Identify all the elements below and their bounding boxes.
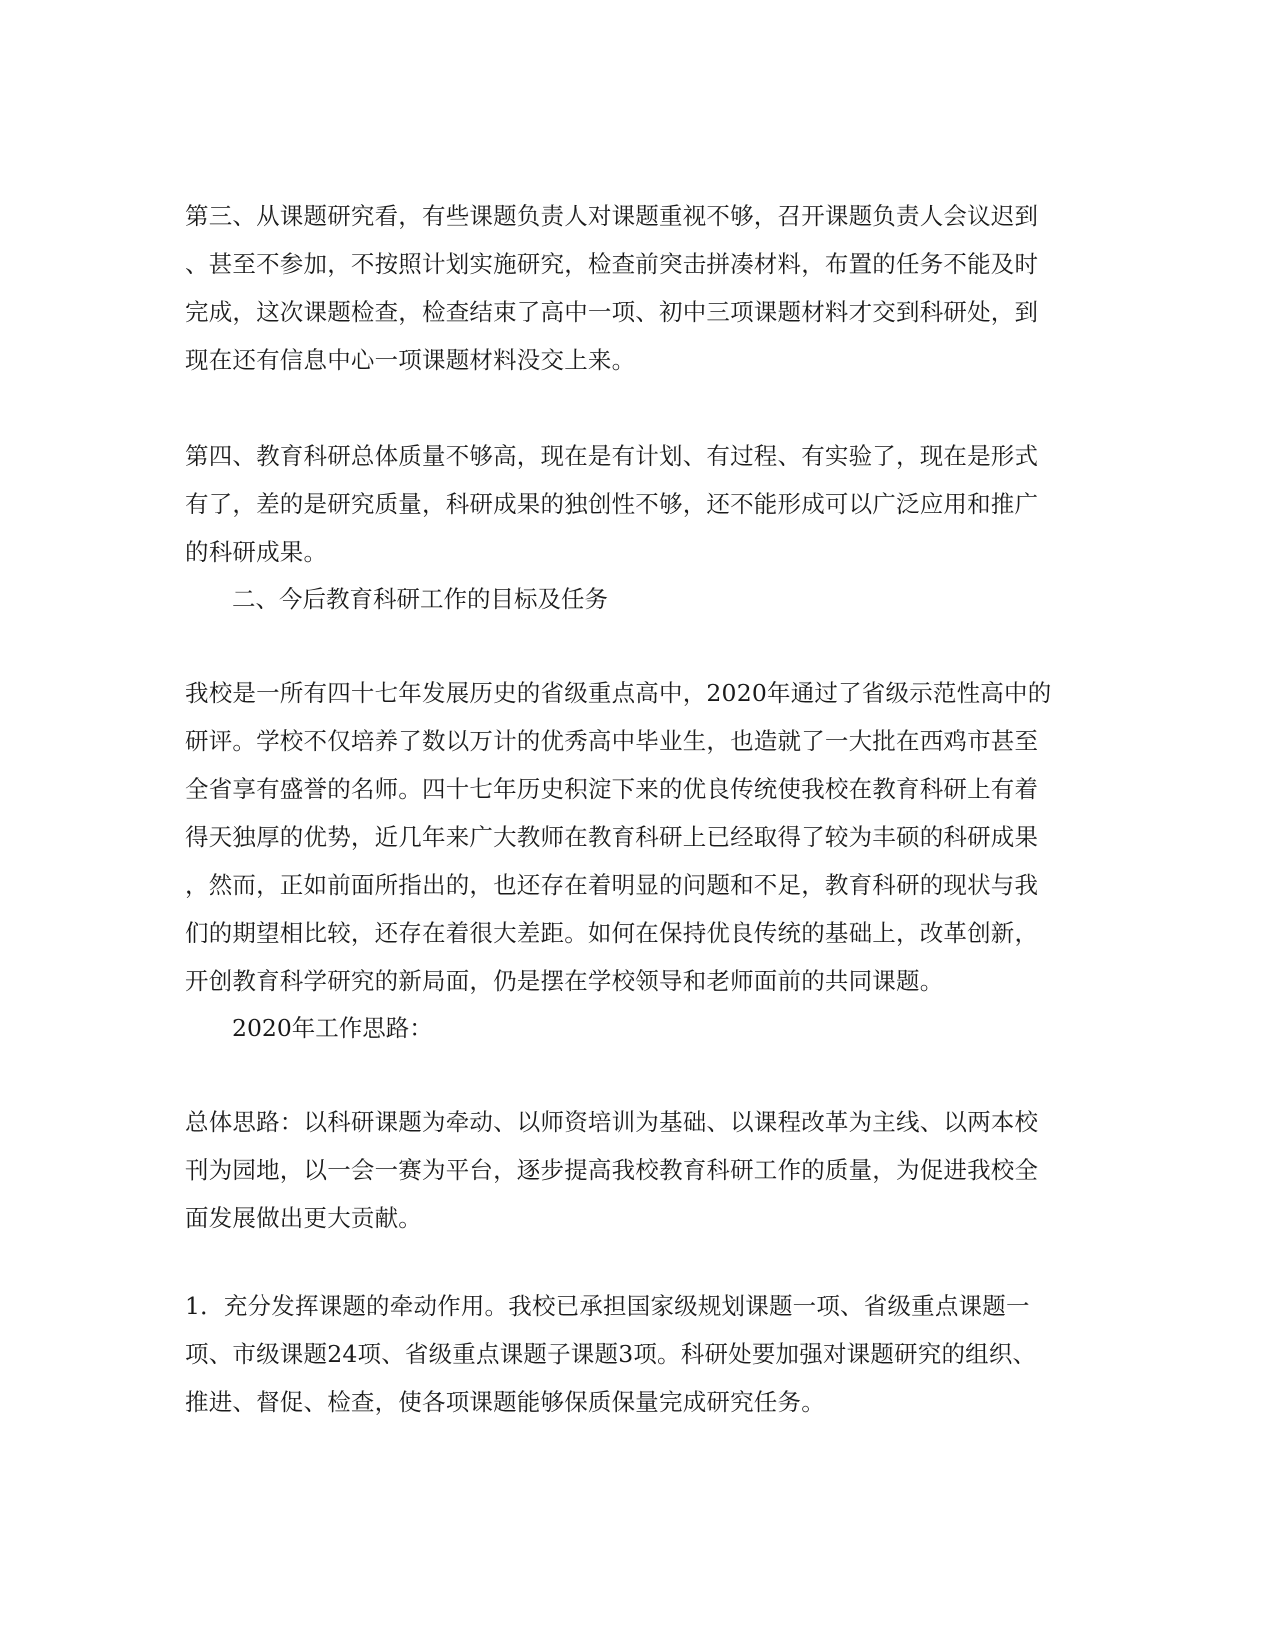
- paragraph-school-overview: [185, 669, 1090, 1005]
- text-line: 的科研成果。: [185, 538, 328, 566]
- text-line: 推进、督促、检查，使各项课题能够保质保量完成研究任务。: [185, 1388, 825, 1416]
- text-line: 第三、从课题研究看，有些课题负责人对课题重视不够，召开课题负责人会议迟到: [185, 202, 1039, 230]
- heading-text: 2020年工作思路：: [232, 1014, 433, 1042]
- heading-text: 二、今后教育科研工作的目标及任务: [232, 585, 608, 613]
- paragraph-third-issue: [185, 192, 1090, 384]
- text-line: 全省享有盛誉的名师。四十七年历史积淀下来的优良传统使我校在教育科研上有着: [185, 775, 1039, 803]
- text-line: 们的期望相比较，还存在着很大差距。如何在保持优良传统的基础上，改革创新，: [185, 919, 1039, 947]
- section-heading-work-plan: [232, 1004, 1092, 1052]
- text-line: 现在还有信息中心一项课题材料没交上来。: [185, 346, 636, 374]
- paragraph-overall-approach: [185, 1098, 1090, 1242]
- text-line: 项、市级课题24项、省级重点课题子课题3项。科研处要加强对课题研究的组织、: [185, 1340, 1037, 1368]
- text-line: 开创教育科学研究的新局面，仍是摆在学校领导和老师面前的共同课题。: [185, 967, 944, 995]
- paragraph-item-1: [185, 1282, 1090, 1426]
- text-line: 得天独厚的优势，近几年来广大教师在教育科研上已经取得了较为丰硕的科研成果: [185, 823, 1039, 851]
- text-line: 研评。学校不仅培养了数以万计的优秀高中毕业生，也造就了一大批在西鸡市甚至: [185, 727, 1039, 755]
- text-line: 完成，这次课题检查，检查结束了高中一项、初中三项课题材料才交到科研处，到: [185, 298, 1039, 326]
- text-line: 、甚至不参加，不按照计划实施研究，检查前突击拼凑材料，布置的任务不能及时: [185, 250, 1039, 278]
- text-line: 1．充分发挥课题的牵动作用。我校已承担国家级规划课题一项、省级重点课题一: [185, 1292, 1030, 1320]
- text-line: 有了，差的是研究质量，科研成果的独创性不够，还不能形成可以广泛应用和推广: [185, 490, 1039, 518]
- text-line: 总体思路：以科研课题为牵动、以师资培训为基础、以课程改革为主线、以两本校: [185, 1108, 1039, 1136]
- text-line: 面发展做出更大贡献。: [185, 1204, 422, 1232]
- text-line: 刊为园地，以一会一赛为平台，逐步提高我校教育科研工作的质量，为促进我校全: [185, 1156, 1039, 1184]
- paragraph-fourth-issue: [185, 432, 1090, 576]
- text-line: 第四、教育科研总体质量不够高，现在是有计划、有过程、有实验了，现在是形式: [185, 442, 1039, 470]
- text-line: ，然而，正如前面所指出的，也还存在着明显的问题和不足，教育科研的现状与我: [185, 871, 1039, 899]
- section-heading-goals: [232, 575, 1092, 623]
- text-line: 我校是一所有四十七年发展历史的省级重点高中，2020年通过了省级示范性高中的: [185, 679, 1052, 707]
